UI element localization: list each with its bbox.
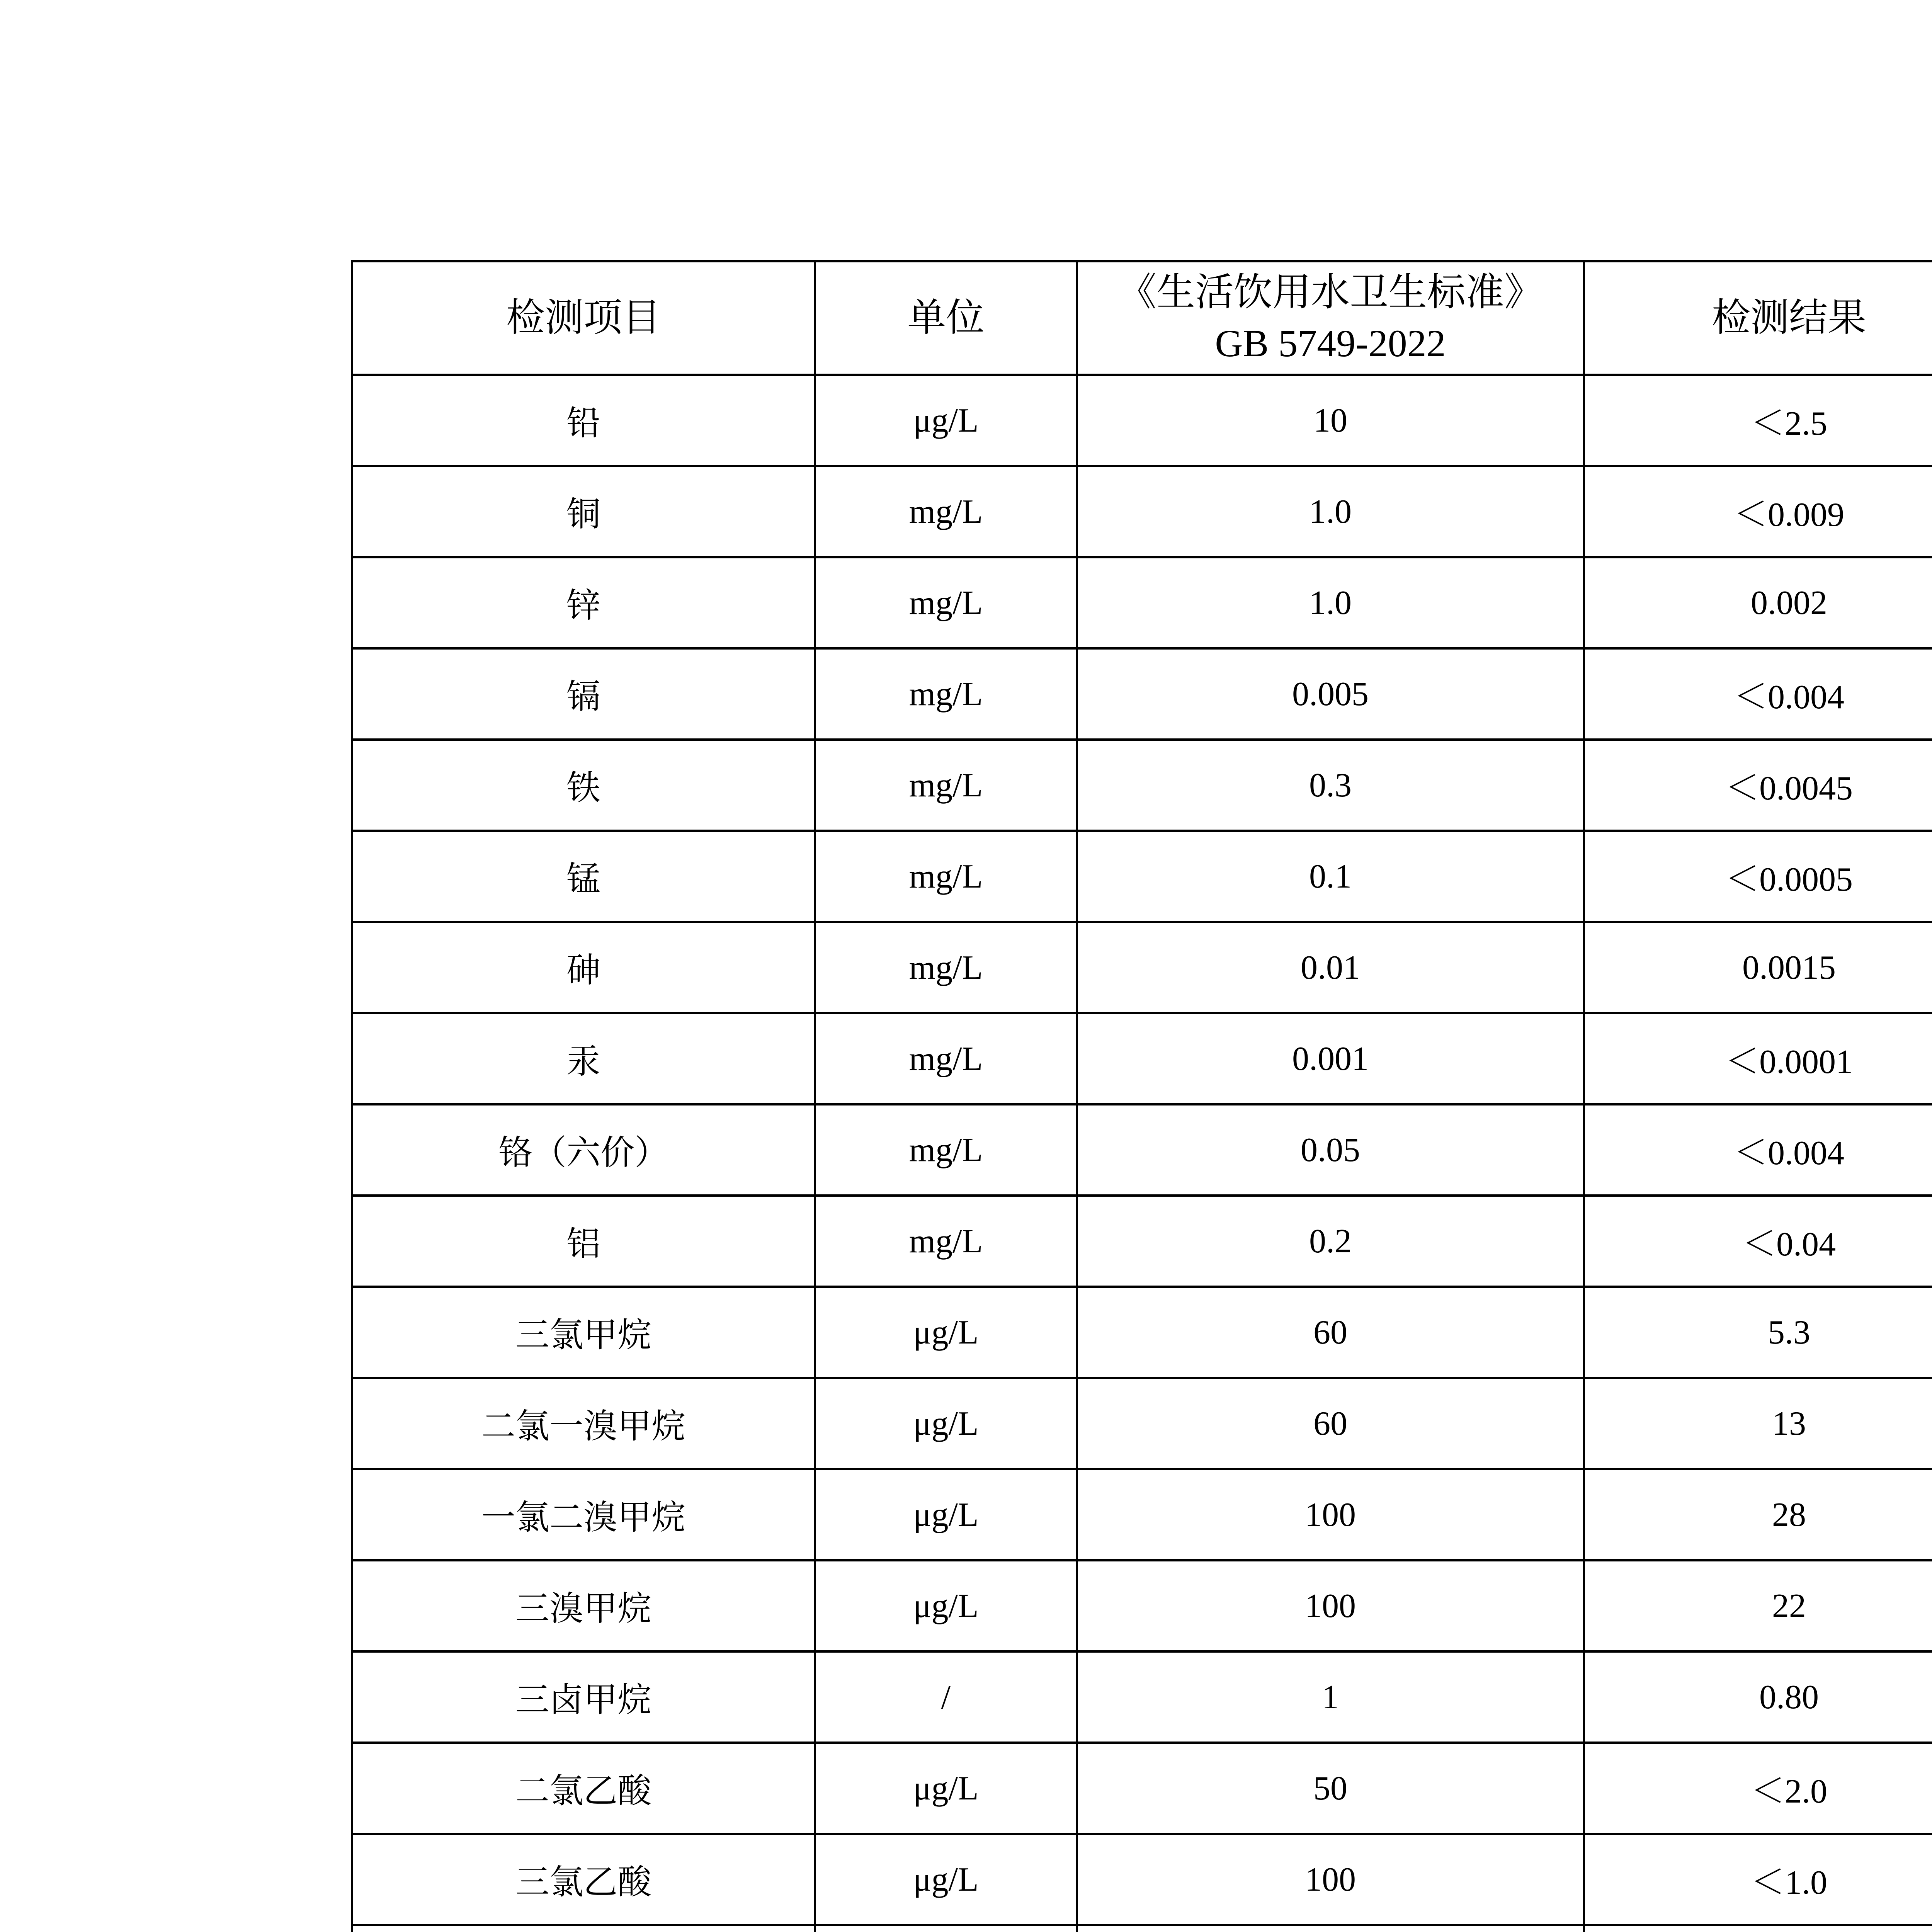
cell-unit: mg/L	[815, 1104, 1077, 1196]
cell-standard: 50	[1077, 1743, 1584, 1834]
cell-unit: mg/L	[815, 1196, 1077, 1287]
cell-standard: 0.2	[1077, 1196, 1584, 1287]
cell-unit: mg/L	[815, 648, 1077, 740]
table-row	[352, 1287, 1932, 1378]
cell-item: 锌	[352, 557, 815, 648]
table-row	[352, 1469, 1932, 1560]
cell-standard: 60	[1077, 1287, 1584, 1378]
cell-unit: /	[815, 1651, 1077, 1743]
cell-result: ＜0.004	[1584, 648, 1932, 740]
cell-item	[352, 1925, 815, 1932]
cell-item: 三溴甲烷	[352, 1560, 815, 1651]
table-row	[352, 557, 1932, 648]
table-row	[352, 1560, 1932, 1651]
table-row	[352, 1196, 1932, 1287]
cell-item: 砷	[352, 922, 815, 1013]
cell-item: 一氯二溴甲烷	[352, 1469, 815, 1560]
table-row	[352, 466, 1932, 557]
cell-item: 铅	[352, 375, 815, 466]
header-row	[352, 261, 1932, 375]
cell-unit: μg/L	[815, 1287, 1077, 1378]
table-row	[352, 648, 1932, 740]
cell-result: 28	[1584, 1469, 1932, 1560]
cell-result: 0.0015	[1584, 922, 1932, 1013]
table-row	[352, 740, 1932, 831]
cell-item: 铁	[352, 740, 815, 831]
table-row	[352, 1925, 1932, 1932]
cell-standard: 1.0	[1077, 466, 1584, 557]
table-row	[352, 1834, 1932, 1925]
cell-item: 铬（六价）	[352, 1104, 815, 1196]
cell-result: 13	[1584, 1378, 1932, 1469]
cell-standard: 1	[1077, 1651, 1584, 1743]
cell-result: 0.002	[1584, 557, 1932, 648]
cell-unit: mg/L	[815, 466, 1077, 557]
cell-result	[1584, 1925, 1932, 1932]
cell-unit: μg/L	[815, 1743, 1077, 1834]
cell-standard	[1077, 1925, 1584, 1932]
cell-standard: 0.1	[1077, 831, 1584, 922]
cell-result: ＜0.04	[1584, 1196, 1932, 1287]
cell-item: 二氯乙酸	[352, 1743, 815, 1834]
table-row	[352, 922, 1932, 1013]
cell-unit: mg/L	[815, 557, 1077, 648]
table-row	[352, 1104, 1932, 1196]
cell-standard: 60	[1077, 1378, 1584, 1469]
header-standard-code: GB 5749-2022	[1215, 322, 1446, 365]
cell-item: 三氯甲烷	[352, 1287, 815, 1378]
table-header	[352, 261, 1932, 375]
cell-result: ＜0.0001	[1584, 1013, 1932, 1104]
cell-item: 镉	[352, 648, 815, 740]
cell-standard: 100	[1077, 1560, 1584, 1651]
cell-result: 22	[1584, 1560, 1932, 1651]
header-standard	[1077, 261, 1584, 375]
cell-standard: 100	[1077, 1834, 1584, 1925]
cell-result: ＜0.009	[1584, 466, 1932, 557]
cell-standard: 0.005	[1077, 648, 1584, 740]
table-row	[352, 1013, 1932, 1104]
cell-result: ＜2.0	[1584, 1743, 1932, 1834]
table-row	[352, 375, 1932, 466]
cell-standard: 100	[1077, 1469, 1584, 1560]
test-results-table	[351, 260, 1932, 1932]
table-row	[352, 1651, 1932, 1743]
cell-standard: 0.05	[1077, 1104, 1584, 1196]
cell-result: 5.3	[1584, 1287, 1932, 1378]
cell-standard: 0.01	[1077, 922, 1584, 1013]
cell-result: 0.80	[1584, 1651, 1932, 1743]
cell-item: 三氯乙酸	[352, 1834, 815, 1925]
cell-item: 铜	[352, 466, 815, 557]
cell-item: 三卤甲烷	[352, 1651, 815, 1743]
cell-unit	[815, 1925, 1077, 1932]
cell-result: ＜2.5	[1584, 375, 1932, 466]
cell-unit: mg/L	[815, 831, 1077, 922]
cell-standard: 10	[1077, 375, 1584, 466]
cell-standard: 1.0	[1077, 557, 1584, 648]
cell-item: 汞	[352, 1013, 815, 1104]
cell-unit: mg/L	[815, 922, 1077, 1013]
header-standard-name: 《生活饮用水卫生标准》	[1118, 271, 1543, 314]
cell-result: ＜0.0005	[1584, 831, 1932, 922]
table-row	[352, 1378, 1932, 1469]
cell-standard: 0.3	[1077, 740, 1584, 831]
cell-unit: mg/L	[815, 740, 1077, 831]
cell-result: ＜0.004	[1584, 1104, 1932, 1196]
cell-unit: μg/L	[815, 1469, 1077, 1560]
header-unit: 单位	[815, 261, 1077, 375]
table-row	[352, 1743, 1932, 1834]
header-item: 检测项目	[352, 261, 815, 375]
cell-unit: μg/L	[815, 375, 1077, 466]
table-body	[352, 375, 1932, 1932]
cell-item: 二氯一溴甲烷	[352, 1378, 815, 1469]
cell-item: 锰	[352, 831, 815, 922]
cell-result: ＜1.0	[1584, 1834, 1932, 1925]
cell-unit: μg/L	[815, 1560, 1077, 1651]
cell-unit: mg/L	[815, 1013, 1077, 1104]
cell-item: 铝	[352, 1196, 815, 1287]
cell-unit: μg/L	[815, 1378, 1077, 1469]
cell-standard: 0.001	[1077, 1013, 1584, 1104]
header-result: 检测结果	[1584, 261, 1932, 375]
table-row	[352, 831, 1932, 922]
cell-result: ＜0.0045	[1584, 740, 1932, 831]
cell-unit: μg/L	[815, 1834, 1077, 1925]
